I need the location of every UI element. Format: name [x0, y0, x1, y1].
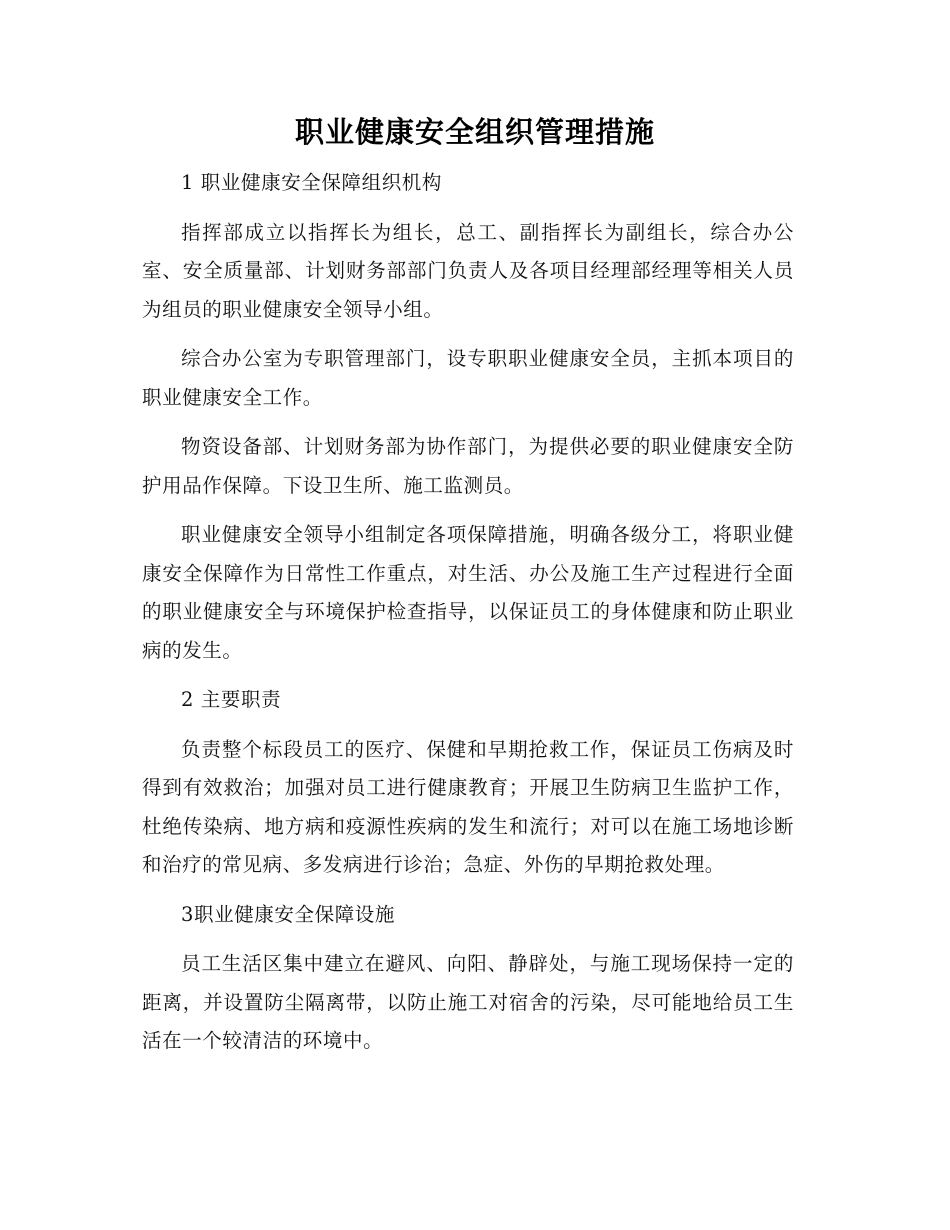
paragraph: 职业健康安全领导小组制定各项保障措施，明确各级分工，将职业健康安全保障作为日常性工作重点，对生活、办公及施工生产过程进行全面的职业健康安全与环境保护检查指导，以保证员工的身体健康和防止职业病的发生。	[142, 523, 794, 662]
paragraph: 指挥部成立以指挥长为组长，总工、副指挥长为副组长，综合办公室、安全质量部、计划财务部部门负责人及各项目经理部经理等相关人员为组员的职业健康安全领导小组。	[142, 220, 794, 321]
section-heading-1: 1 职业健康安全保障组织机构	[181, 171, 443, 194]
paragraph: 员工生活区集中建立在避风、向阳、静辟处，与施工现场保持一定的距离，并设置防尘隔离带，以防止施工对宿舍的污染，尽可能地给员工生活在一个较清洁的环境中。	[142, 952, 794, 1052]
paragraph: 负责整个标段员工的医疗、保健和早期抢救工作，保证员工伤病及时得到有效救治；加强对员工进行健康教育；开展卫生防病卫生监护工作，杜绝传染病、地方病和疫源性疾病的发生和流行；对可以在施工场地诊断和治疗的常见病、多发病进行诊治；急症、外伤的早期抢救处理。	[142, 737, 794, 876]
section-heading-2: 2 主要职责	[181, 688, 282, 711]
document-title: 职业健康安全组织管理措施	[294, 115, 655, 149]
document-body	[142, 164, 794, 1072]
paragraph: 综合办公室为专职管理部门，设专职职业健康安全员，主抓本项目的职业健康安全工作。	[142, 347, 794, 409]
paragraph: 物资设备部、计划财务部为协作部门，为提供必要的职业健康安全防护用品作保障。下设卫生所、施工监测员。	[142, 435, 794, 497]
section-heading-3: 3职业健康安全保障设施	[181, 902, 396, 926]
